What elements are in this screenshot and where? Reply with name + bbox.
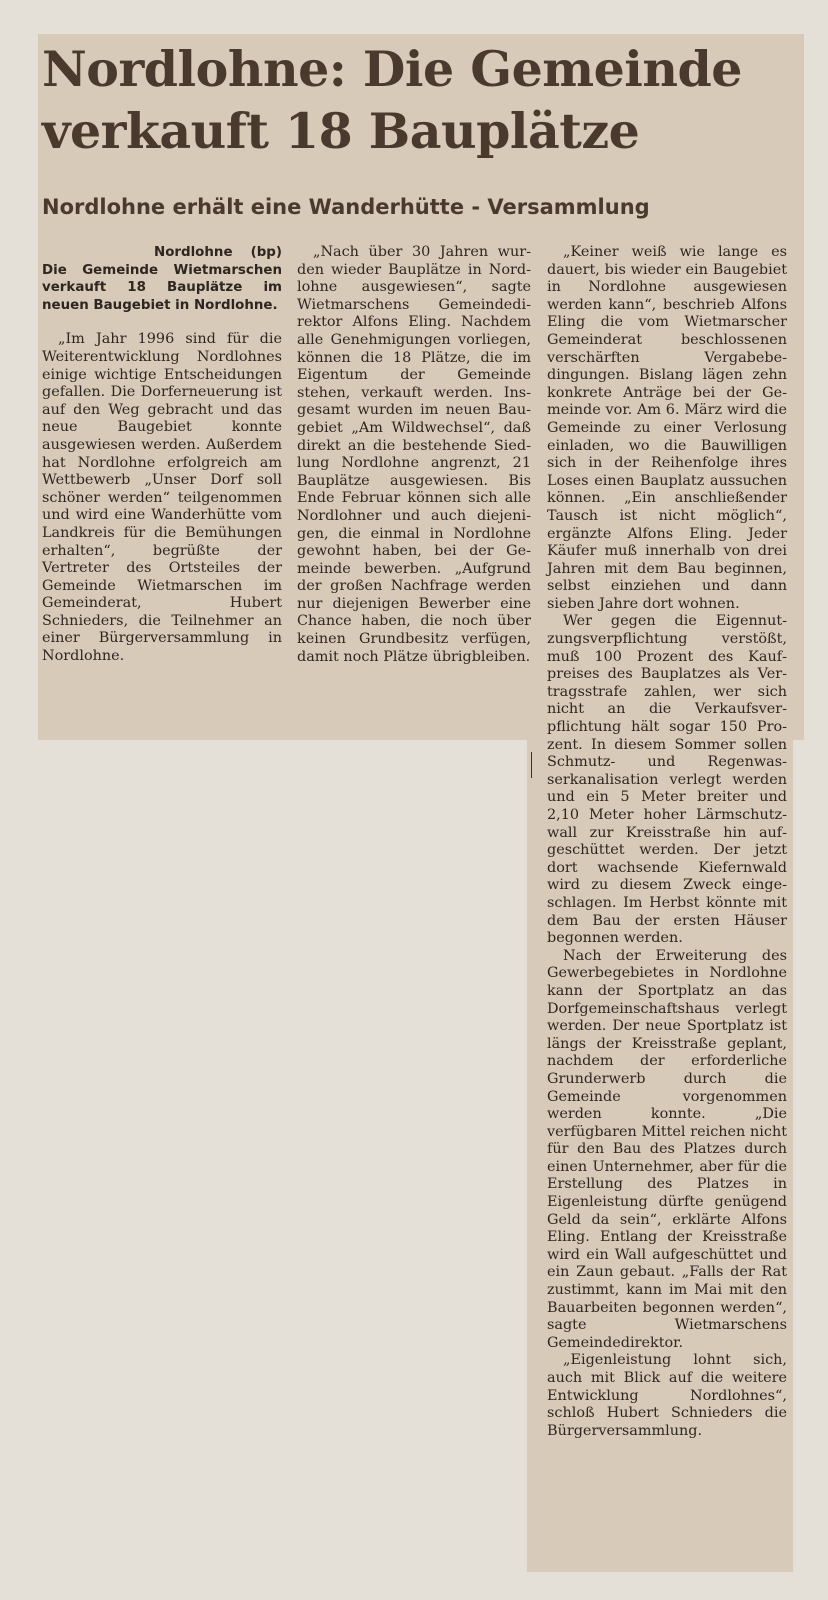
paragraph-2: „Nach über 30 Jahren wurden wieder Bauplätze in Nordlohne ausgewiesen“, sagte Wietmarschens Gemeindedirektor Alfons Eling. Nachdem alle Genehmigungen vorliegen, können die 18 Plätze, die im Eigentum der Gemeinde stehen, verkauft werden. Insgesamt wurden im neuen Baugebiet „Am Wildwechsel“, daß direkt an die bestehende Siedlung Nordlohne angrenzt, 21 Bauplätze ausgewiesen. Bis Ende Februar können sich alle Nordlohner und auch diejenigen, die einmal in Nordlohne gewohnt haben, bei der Gemeinde bewerben. „Aufgrund der großen Nachfrage werden nur diejenigen Bewerber eine Chance haben, die noch über keinen Grundbesitz verfügen, damit noch Plätze übrigbleiben. [297,244,531,665]
text-column-1 [42,244,282,666]
article-lead-block [42,244,282,314]
column-rule [531,752,532,778]
text-column-3 [547,244,787,1440]
paragraph-5: Nach der Erweiterung des Gewerbegebietes in Nordlohne kann der Sportplatz an das Dorfgemeinschaftshaus verlegt werden. Der neue Sportplatz ist längs der Kreisstraße geplant, nachdem der erforderliche Grunderwerb durch die Gemeinde vorgenommen werden konnte. „Die verfügbaren Mittel reichen nicht für den Bau des Platzes durch einen Unternehmer, aber für die Erstellung des Platzes in Eigenleistung dürfte genügend Geld da sein“, erklärte Alfons Eling. Entlang der Kreisstraße wird ein Wall aufgeschüttet und ein Zaun gebaut. „Falls der Rat zustimmt, kann im Mai mit den Bauarbeiten begonnen werden“, sagte Wietmarschens Gemeindedirektor. [547,947,787,1351]
text-column-2 [297,244,531,666]
paragraph-3: „Keiner weiß wie lange es dauert, bis wieder ein Baugebiet in Nordlohne ausgewiesen werden kann“, beschrieb Alfons Eling die vom Wietmarscher Gemeinderat beschlossenen verschärften Vergabebedingungen. Bislang lägen zehn konkrete Anträge bei der Gemeinde vor. Am 6. März wird die Gemeinde zu einer Verlosung einladen, wo die Bauwilligen sich in der Reihenfolge ihres Loses einen Bauplatz aussuchen können. „Ein anschließender Tausch ist nicht möglich“, ergänzte Alfons Eling. Jeder Käufer muß innerhalb von drei Jahren mit dem Bau beginnen, selbst einziehen und dann sieben Jahre dort wohnen. [547,244,787,612]
article-subheadline: Nordlohne erhält eine Wanderhütte - Versammlung [42,195,650,219]
paragraph-1: „Im Jahr 1996 sind für die Weiterentwicklung Nordlohnes einige wichtige Entscheidungen gefallen. Die Dorferneuerung ist auf den Weg gebracht und das neue Baugebiet konnte ausgewiesen werden. Außerdem hat Nordlohne erfolgreich am Wettbewerb „Unser Dorf soll schöner werden“ teilgenommen und wird eine Wanderhütte vom Landkreis für die Bemühungen erhalten“, begrüßte der Vertreter des Ortsteiles der Gemeinde Wietmarschen im Gemeinderat, Hubert Schnieders, die Teilnehmer an einer Bürgerversammlung in Nordlohne. [42,331,282,665]
paragraph-4: Wer gegen die Eigennutzungsverpflichtung verstößt, muß 100 Prozent des Kaufpreises des Bauplatzes als Vertragsstrafe zahlen, wer sich nicht an die Verkaufsverpflichtung hält sogar 150 Prozent. In diesem Sommer sollen Schmutz- und Regenwasserkanalisation verlegt werden und ein 5 Meter breiter und 2,10 Meter hoher Lärmschutzwall zur Kreisstraße hin aufgeschüttet werden. Der jetzt dort wachsende Kiefernwald wird zu diesem Zweck eingeschlagen. Im Herbst könnte mit dem Bau der ersten Häuser begonnen werden. [547,613,787,947]
article-headline: Nordlohne: Die Gemeinde verkauft 18 Bauplätze [42,40,742,160]
article-lead: Die Gemeinde Wietmarschen verkauft 18 Bauplätze im neuen Baugebiet in Nordlohne. [42,262,282,313]
paragraph-6: „Eigenleistung lohnt sich, auch mit Blick auf die weitere Entwicklung Nordlohnes“, schloß Hubert Schnieders die Bürgerversammlung. [547,1352,787,1439]
article-dateline: Nordlohne (bp) [154,245,282,260]
